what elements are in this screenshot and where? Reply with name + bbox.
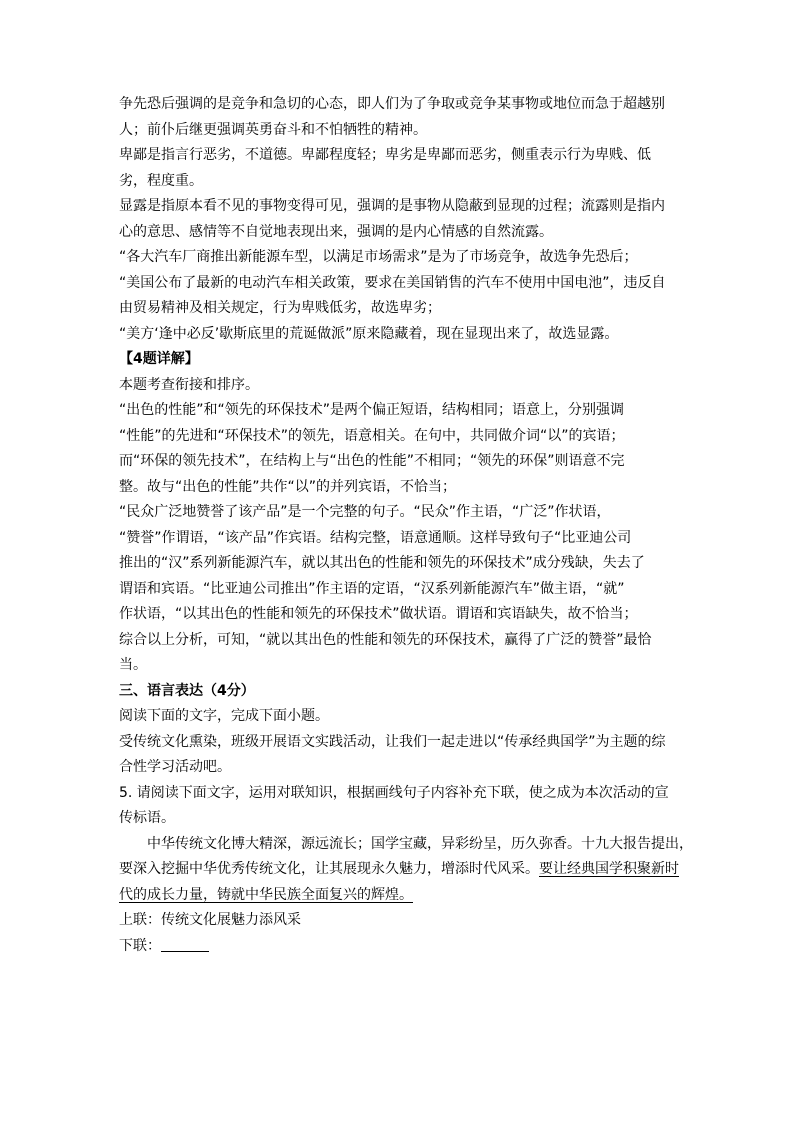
text-line: “各大汽车厂商推出新能源车型，以满足市场需求”是为了市场竞争，故选争先恐后； <box>119 249 638 265</box>
text-line: 显露是指原本看不见的事物变得可见，强调的是事物从隐蔽到显现的过程；流露则是指内 <box>119 198 665 214</box>
text-line: 合性学习活动吧。 <box>119 759 231 775</box>
text-line: 整。故与“出色的性能”共作“以”的并列宾语，不恰当； <box>119 478 457 495</box>
lower-couplet-label: 下联： <box>119 937 161 954</box>
underlined-sentence: 要让经典国学积聚新时 <box>539 861 679 877</box>
upper-couplet: 上联：传统文化展魅力添风采 <box>119 912 301 928</box>
text-line: 作状语，“以其出色的性能和领先的环保技术”做状语。谓语和宾语缺失，故不恰当； <box>119 606 638 622</box>
passage-line: 中华传统文化博大精深，源远流长；国学宝藏，异彩纷呈，历久弥香。十九大报告提出， <box>147 835 693 852</box>
text-line: “性能”的先进和“环保技术”的领先，语意相关。在句中，共同做介词“以”的宾语； <box>119 427 625 444</box>
lower-couplet <box>119 934 679 960</box>
underlined-sentence: 代的成长力量，铸就中华民族全面复兴的辉煌。 <box>119 886 413 903</box>
passage-line <box>119 883 679 909</box>
question-line: 传标语。 <box>119 810 175 826</box>
text-line: 劣，程度重。 <box>119 172 203 189</box>
text-line: “美国公布了最新的电动汽车相关政策，要求在美国销售的汽车不使用中国电池”，违反自 <box>119 274 666 291</box>
text-line: “出色的性能”和“领先的环保技术”是两个偏正短语，结构相同；语意上，分别强调 <box>119 402 625 418</box>
text-line: “美方‘逢中必反’歇斯底里的荒诞做派”原来隐藏着，现在显现出来了，故选显露。 <box>119 325 619 342</box>
text-line: 当。 <box>119 657 147 673</box>
document-page <box>119 92 693 959</box>
text-line: 本题考查衔接和排序。 <box>119 376 259 393</box>
text-line: 争先恐后强调的是竞争和急切的心态，即人们为了争取或竞争某事物或地位而急于超越别 <box>119 96 665 112</box>
passage-line <box>119 857 679 883</box>
text-line: 心的意思、感情等不自觉地表现出来，强调的是内心情感的自然流露。 <box>119 223 553 240</box>
text-line: 阅读下面的文字，完成下面小题。 <box>119 708 329 724</box>
text-line: 卑鄙是指言行恶劣，不道德。卑鄙程度轻；卑劣是卑鄙而恶劣，侧重表示行为卑贱、低 <box>119 147 651 163</box>
section-heading: 三、语言表达（4分） <box>119 682 255 699</box>
text-line: “民众广泛地赞誉了该产品”是一个完整的句子。“民众”作主语，“广泛”作状语， <box>119 504 611 520</box>
text-line: 人；前仆后继更强调英勇奋斗和不怕牺牲的精神。 <box>119 121 427 138</box>
section-heading: 【4题详解】 <box>119 351 199 367</box>
text-line: 受传统文化熏染，班级开展语文实践活动，让我们一起走进以“传承经典国学”为主题的综 <box>119 733 666 750</box>
passage-text: 要深入挖掘中华优秀传统文化，让其展现永久魅力，增添时代风采。 <box>119 861 539 877</box>
text-line: 谓语和宾语。“比亚迪公司推出”作主语的定语，“汉系列新能源汽车”做主语，“就” <box>119 580 625 597</box>
text-line: 推出的“汉”系列新能源汽车，就以其出色的性能和领先的环保技术”成分残缺，失去了 <box>119 555 645 571</box>
text-line: 综合以上分析，可知，“就以其出色的性能和领先的环保技术，赢得了广泛的赞誉”最恰 <box>119 631 652 648</box>
text-line: “赞誉”作谓语，“该产品”作宾语。结构完整，语意通顺。这样导致句子“比亚迪公司 <box>119 529 632 546</box>
text-line: 而“环保的领先技术”，在结构上与“出色的性能”不相同；“领先的环保”则语意不完 <box>119 453 625 469</box>
text-line: 由贸易精神及相关规定，行为卑贱低劣，故选卑劣； <box>119 300 441 316</box>
question-line: 5. 请阅读下面文字，运用对联知识，根据画线句子内容补充下联，使之成为本次活动的宣 <box>119 784 669 801</box>
answer-blank[interactable] <box>161 937 209 952</box>
